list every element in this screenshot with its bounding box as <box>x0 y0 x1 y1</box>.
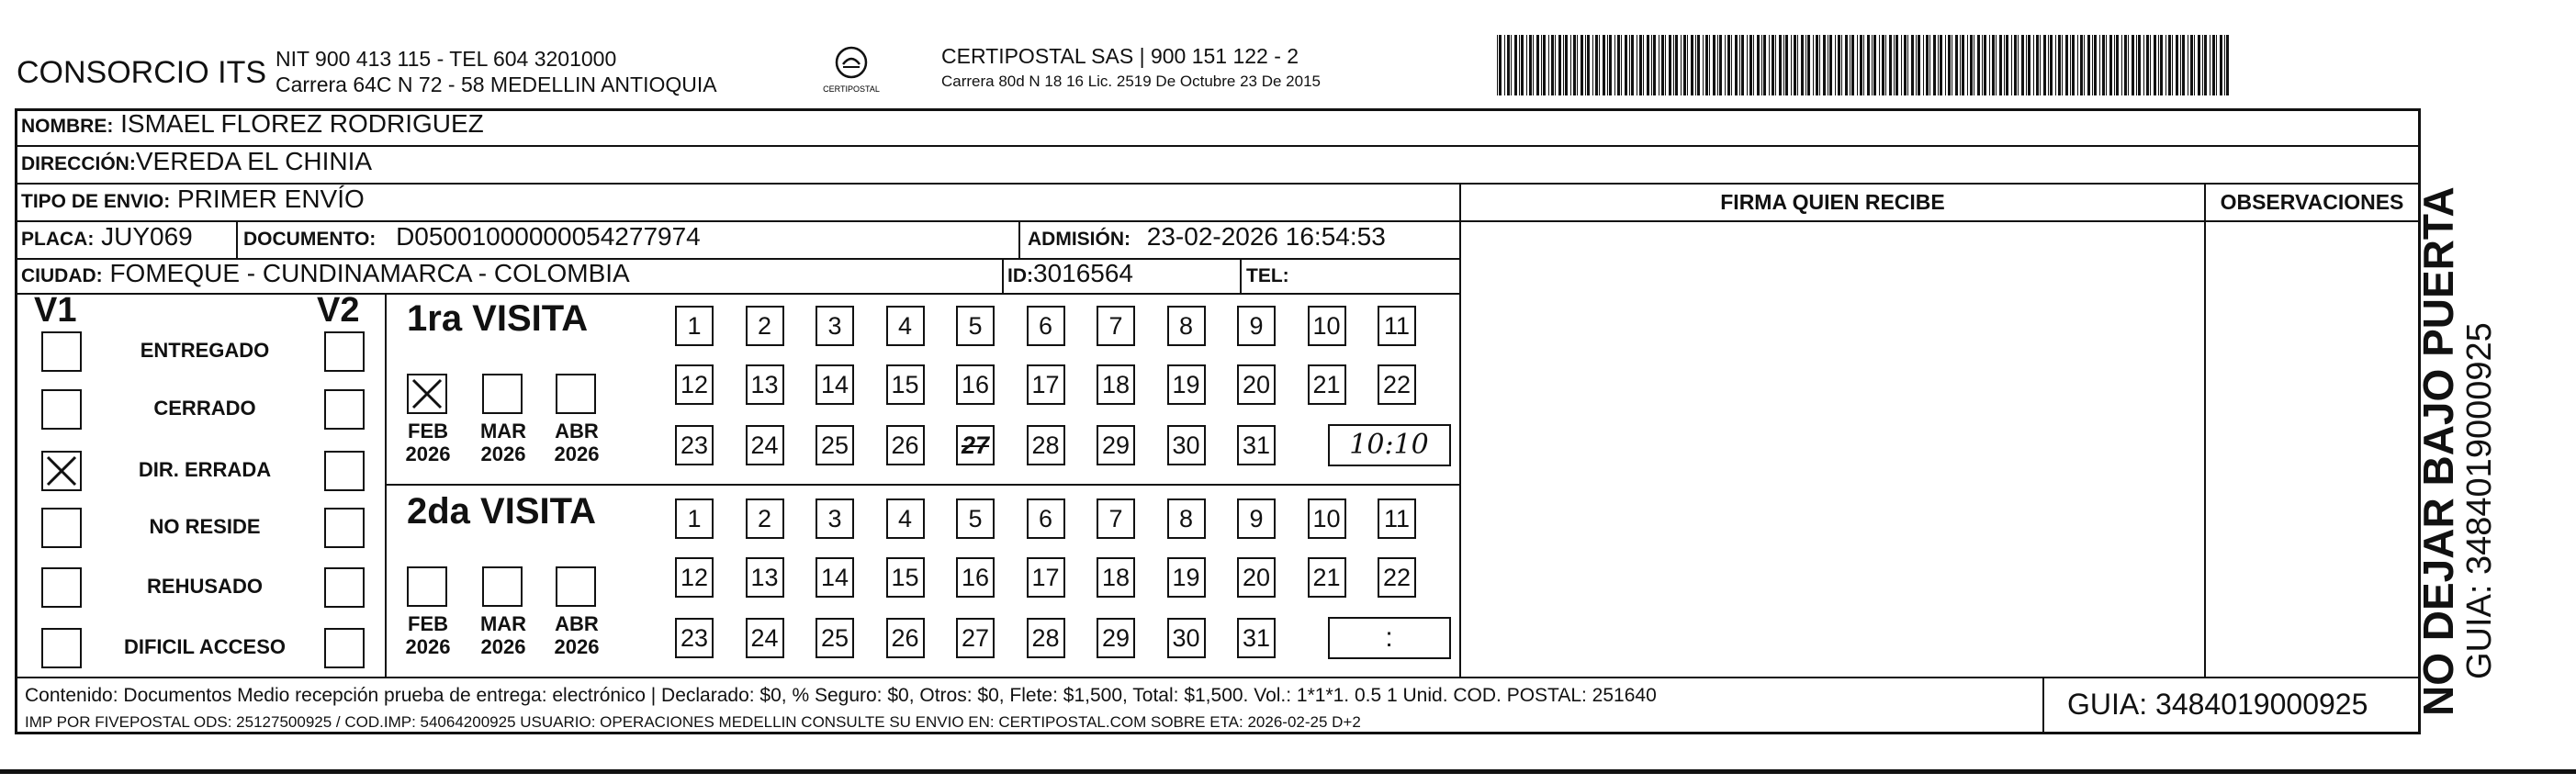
visit2-title: 2da VISITA <box>407 491 596 532</box>
day-box[interactable]: 14 <box>816 557 854 598</box>
v1-checkbox[interactable] <box>41 331 82 372</box>
visit1-month-checkbox[interactable] <box>556 374 596 414</box>
x-mark-icon <box>43 453 80 489</box>
day-box[interactable]: 19 <box>1167 364 1206 405</box>
tel-label: TEL: <box>1246 265 1289 286</box>
visit1-time-box[interactable]: 10:10 <box>1328 424 1451 466</box>
month-year: 2026 <box>554 442 600 465</box>
day-box[interactable]: 10 <box>1308 498 1346 539</box>
company-nit: NIT 900 413 115 - TEL 604 3201000 <box>276 47 617 71</box>
tipo-envio-row <box>21 185 365 214</box>
day-box[interactable]: 27 <box>956 425 995 465</box>
certipostal-nit: CERTIPOSTAL SAS | 900 151 122 - 2 <box>941 44 1299 68</box>
direccion-row <box>21 147 372 176</box>
day-box[interactable]: 13 <box>746 557 784 598</box>
visit2-month-checkbox[interactable] <box>407 566 447 607</box>
no-dejar-bajo-puerta: NO DEJAR BAJO PUERTA <box>2414 186 2462 716</box>
visit2-month-label <box>545 612 609 658</box>
v1-checkbox[interactable] <box>41 451 82 491</box>
footer-print-info: IMP POR FIVEPOSTAL ODS: 25127500925 / COD.IMP: 54064200925 USUARIO: OPERACIONES MEDELLIN CONSULTE SU ENVIO EN: CERTIPOSTAL.COM SOBRE ETA: 2026-02-25 D+2 <box>25 713 1361 731</box>
day-box[interactable]: 28 <box>1027 425 1065 465</box>
day-box[interactable]: 10 <box>1308 306 1346 346</box>
month-year: 2026 <box>405 442 451 465</box>
ciudad-field <box>21 259 630 288</box>
documento-label: DOCUMENTO: <box>243 229 377 250</box>
visit2-month-label <box>471 612 535 658</box>
day-box[interactable]: 28 <box>1027 618 1065 658</box>
day-box[interactable]: 1 <box>675 306 714 346</box>
day-box[interactable]: 18 <box>1097 364 1135 405</box>
day-box[interactable]: 16 <box>956 364 995 405</box>
month-name: FEB <box>408 420 448 442</box>
day-box[interactable]: 12 <box>675 364 714 405</box>
documento-value: D05001000000054277974 <box>396 222 701 251</box>
day-box[interactable]: 19 <box>1167 557 1206 598</box>
logo-text: CERTIPOSTAL <box>823 84 880 94</box>
visit1-month-checkbox[interactable] <box>407 374 447 414</box>
v2-checkbox[interactable] <box>324 331 365 372</box>
day-box[interactable]: 23 <box>675 425 714 465</box>
month-name: FEB <box>408 612 448 635</box>
ciudad-label: CIUDAD: <box>21 265 103 286</box>
certipostal-info <box>941 44 1321 94</box>
status-label: DIFICIL ACCESO <box>123 635 286 658</box>
visit2-month-label <box>396 612 460 658</box>
day-box[interactable]: 20 <box>1237 557 1276 598</box>
day-box[interactable]: 4 <box>886 306 925 346</box>
day-box[interactable]: 1 <box>675 498 714 539</box>
day-box[interactable]: 6 <box>1027 306 1065 346</box>
day-box[interactable]: 9 <box>1237 306 1276 346</box>
day-box[interactable]: 30 <box>1167 425 1206 465</box>
nombre-value: ISMAEL FLOREZ RODRIGUEZ <box>120 109 484 138</box>
day-box[interactable]: 27 <box>956 618 995 658</box>
day-box[interactable]: 6 <box>1027 498 1065 539</box>
id-value: 3016564 <box>1033 259 1134 287</box>
ciudad-value: FOMEQUE - CUNDINAMARCA - COLOMBIA <box>109 259 630 287</box>
month-name: MAR <box>479 612 527 635</box>
admision-value: 23-02-2026 16:54:53 <box>1146 222 1386 251</box>
visit1-month-label <box>396 420 460 465</box>
nombre-label: NOMBRE: <box>21 116 114 137</box>
day-box[interactable]: 24 <box>746 425 784 465</box>
day-box[interactable]: 12 <box>675 557 714 598</box>
company-info <box>276 46 717 97</box>
day-box[interactable]: 3 <box>816 306 854 346</box>
day-box[interactable]: 17 <box>1027 557 1065 598</box>
id-field <box>1007 259 1133 288</box>
month-year: 2026 <box>480 442 526 465</box>
visit2-time-box[interactable]: : <box>1328 617 1451 659</box>
visit2-month-checkbox[interactable] <box>556 566 596 607</box>
visit1-month-checkbox[interactable] <box>482 374 523 414</box>
day-box[interactable]: 22 <box>1378 557 1416 598</box>
bottom-border <box>0 769 2576 774</box>
month-name: ABR <box>555 612 599 635</box>
certipostal-logo <box>819 44 883 103</box>
day-box[interactable]: 4 <box>886 498 925 539</box>
v1-checkbox[interactable] <box>41 567 82 608</box>
footer-guia: GUIA: 3484019000925 <box>2067 688 2368 721</box>
placa-label: PLACA: <box>21 229 95 250</box>
visit1-title: 1ra VISITA <box>407 298 589 339</box>
company-name: CONSORCIO ITS <box>17 55 267 90</box>
v2-checkbox[interactable] <box>324 451 365 491</box>
admision-label: ADMISIÓN: <box>1028 229 1131 250</box>
day-box[interactable]: 8 <box>1167 498 1206 539</box>
shipping-form <box>15 108 2421 734</box>
day-box[interactable]: 8 <box>1167 306 1206 346</box>
month-year: 2026 <box>554 635 600 658</box>
day-box[interactable]: 20 <box>1237 364 1276 405</box>
status-label: NO RESIDE <box>149 515 261 538</box>
month-year: 2026 <box>480 635 526 658</box>
status-label: CERRADO <box>153 397 256 420</box>
direccion-label: DIRECCIÓN: <box>21 153 136 174</box>
footer-content: Contenido: Documentos Medio recepción prueba de entrega: electrónico | Declarado: $0, % Seguro: $0, Otros: $0, Flete: $1,500, Total: $1,500. Vol.: 1*1*1. 0.5 1 Unid. COD. POSTAL: 251640 <box>25 685 1657 706</box>
day-box[interactable]: 9 <box>1237 498 1276 539</box>
v2-checkbox[interactable] <box>324 628 365 668</box>
day-box[interactable]: 15 <box>886 364 925 405</box>
nombre-row <box>21 109 484 139</box>
status-label: REHUSADO <box>147 575 263 598</box>
day-box[interactable]: 29 <box>1097 425 1135 465</box>
day-box[interactable]: 21 <box>1308 557 1346 598</box>
v2-header: V2 <box>317 291 360 330</box>
day-box[interactable]: 21 <box>1308 364 1346 405</box>
certipostal-license: Carrera 80d N 18 16 Lic. 2519 De Octubre 23 De 2015 <box>941 73 1321 90</box>
day-box[interactable]: 29 <box>1097 618 1135 658</box>
month-year: 2026 <box>405 635 451 658</box>
id-label: ID: <box>1007 265 1033 286</box>
month-name: ABR <box>555 420 599 442</box>
day-box[interactable]: 7 <box>1097 498 1135 539</box>
visit1-month-label <box>471 420 535 465</box>
v1-header: V1 <box>34 291 77 330</box>
v1-checkbox[interactable] <box>41 628 82 668</box>
side-notice <box>2415 186 2498 716</box>
documento-field <box>243 222 701 252</box>
direccion-value: VEREDA EL CHINIA <box>135 147 373 175</box>
firma-header: FIRMA QUIEN RECIBE <box>1720 190 1945 214</box>
v1-checkbox[interactable] <box>41 508 82 548</box>
day-box[interactable]: 25 <box>816 618 854 658</box>
barcode <box>1497 35 2232 95</box>
day-box[interactable]: 31 <box>1237 425 1276 465</box>
tipo-envio-value: PRIMER ENVÍO <box>176 185 365 213</box>
day-box[interactable]: 31 <box>1237 618 1276 658</box>
admision-field <box>1028 222 1386 252</box>
day-box[interactable]: 5 <box>956 306 995 346</box>
x-mark-icon <box>409 375 445 412</box>
visit1-month-label <box>545 420 609 465</box>
day-box[interactable]: 30 <box>1167 618 1206 658</box>
day-box[interactable]: 22 <box>1378 364 1416 405</box>
day-box[interactable]: 3 <box>816 498 854 539</box>
observaciones-header: OBSERVACIONES <box>2220 190 2404 214</box>
day-box[interactable]: 17 <box>1027 364 1065 405</box>
status-label: ENTREGADO <box>140 339 270 362</box>
day-box[interactable]: 2 <box>746 306 784 346</box>
status-label: DIR. ERRADA <box>138 458 272 481</box>
side-guia: GUIA: 3484019000925 <box>2460 322 2499 679</box>
day-box[interactable]: 7 <box>1097 306 1135 346</box>
day-box[interactable]: 11 <box>1378 306 1416 346</box>
day-box[interactable]: 13 <box>746 364 784 405</box>
day-box[interactable]: 15 <box>886 557 925 598</box>
day-box[interactable]: 25 <box>816 425 854 465</box>
day-box[interactable]: 11 <box>1378 498 1416 539</box>
month-name: MAR <box>479 420 527 442</box>
v2-checkbox[interactable] <box>324 567 365 608</box>
day-box[interactable]: 2 <box>746 498 784 539</box>
placa-field <box>21 222 193 252</box>
tipo-envio-label: TIPO DE ENVIO: <box>21 191 171 212</box>
day-box[interactable]: 18 <box>1097 557 1135 598</box>
tel-field <box>1246 259 1289 288</box>
visit2-month-checkbox[interactable] <box>482 566 523 607</box>
day-box[interactable]: 14 <box>816 364 854 405</box>
company-address: Carrera 64C N 72 - 58 MEDELLIN ANTIOQUIA <box>276 73 717 96</box>
v2-checkbox[interactable] <box>324 389 365 430</box>
day-box[interactable]: 5 <box>956 498 995 539</box>
v2-checkbox[interactable] <box>324 508 365 548</box>
day-box[interactable]: 16 <box>956 557 995 598</box>
logo-icon <box>819 44 883 103</box>
day-box[interactable]: 23 <box>675 618 714 658</box>
day-box[interactable]: 26 <box>886 425 925 465</box>
day-box[interactable]: 24 <box>746 618 784 658</box>
v1-checkbox[interactable] <box>41 389 82 430</box>
day-box[interactable]: 26 <box>886 618 925 658</box>
placa-value: JUY069 <box>101 222 193 251</box>
